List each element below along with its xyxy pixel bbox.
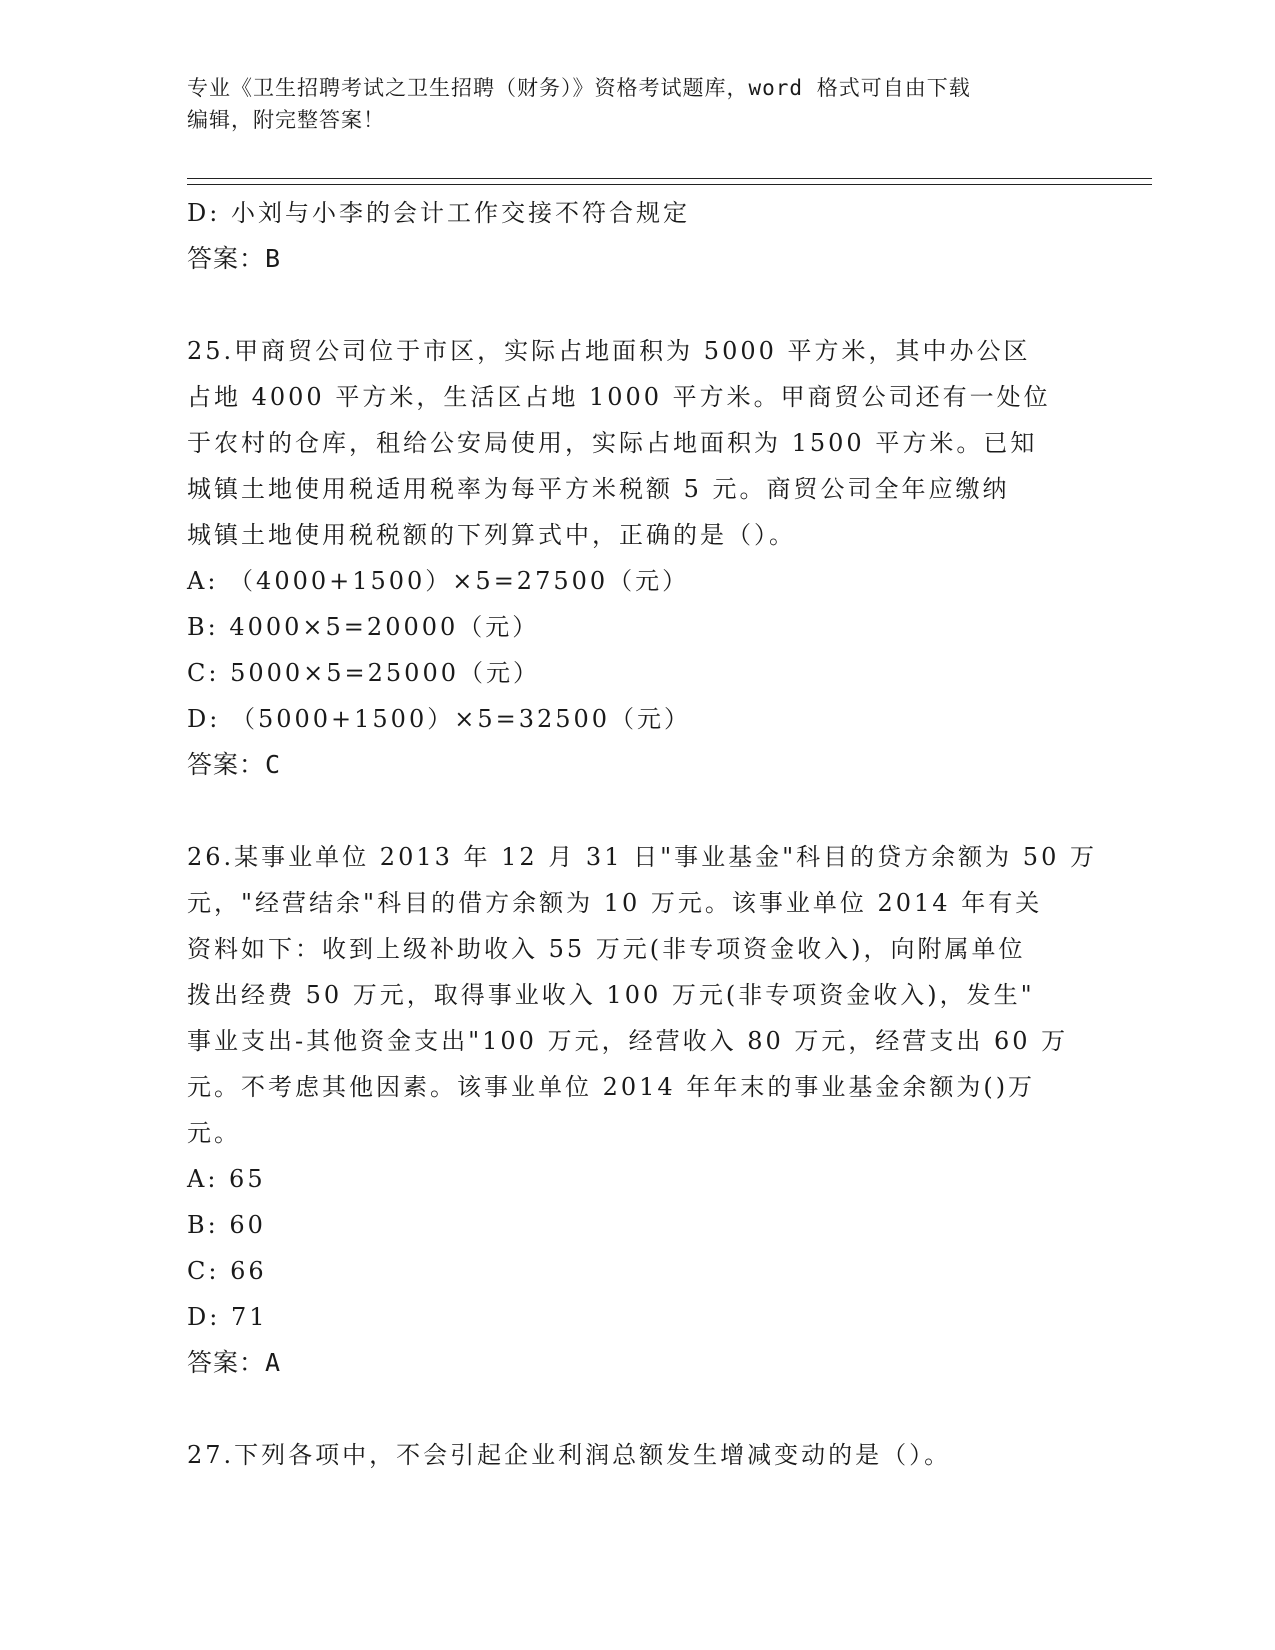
question-stem-line: 元。 xyxy=(187,1119,241,1147)
question-26 xyxy=(187,834,1097,1386)
document-body xyxy=(187,190,1097,1478)
option-d: D: （5000+1500）×5=32500（元） xyxy=(187,705,692,733)
question-stem-line: 城镇土地使用税适用税率为每平方米税额 5 元。商贸公司全年应缴纳 xyxy=(187,475,1010,503)
header-divider-top xyxy=(187,178,1152,179)
answer: 答案：C xyxy=(187,750,282,779)
question-stem-line: 事业支出-其他资金支出"100 万元，经营收入 80 万元，经营支出 60 万 xyxy=(187,1027,1069,1055)
question-stem-line: 25.甲商贸公司位于市区，实际占地面积为 5000 平方米，其中办公区 xyxy=(187,337,1031,365)
question-stem-line: 拨出经费 50 万元，取得事业收入 100 万元(非专项资金收入)，发生" xyxy=(187,981,1035,1009)
question-stem-line: 城镇土地使用税税额的下列算式中，正确的是（）。 xyxy=(187,521,796,549)
prev-option-d: D: 小刘与小李的会计工作交接不符合规定 xyxy=(187,199,690,227)
spacer xyxy=(187,282,1087,328)
question-stem-line: 资料如下：收到上级补助收入 55 万元(非专项资金收入)，向附属单位 xyxy=(187,935,1026,963)
option-a: A: 65 xyxy=(187,1165,266,1193)
header-line: 专业《卫生招聘考试之卫生招聘（财务）》资格考试题库，word 格式可自由下载 xyxy=(187,76,971,100)
option-a: A: （4000+1500）×5=27500（元） xyxy=(187,567,690,595)
spacer xyxy=(187,1386,1087,1432)
option-c: C: 5000×5=25000（元） xyxy=(187,659,540,687)
prev-answer: 答案：B xyxy=(187,244,282,273)
answer: 答案：A xyxy=(187,1348,282,1377)
question-stem-line: 占地 4000 平方米，生活区占地 1000 平方米。甲商贸公司还有一处位 xyxy=(187,383,1051,411)
question-27 xyxy=(187,1432,1087,1478)
question-stem-line: 26.某事业单位 2013 年 12 月 31 日"事业基金"科目的贷方余额为 50 万 xyxy=(187,843,1097,871)
question-stem-line: 于农村的仓库，租给公安局使用，实际占地面积为 1500 平方米。已知 xyxy=(187,429,1038,457)
question-stem-line: 元，"经营结余"科目的借方余额为 10 万元。该事业单位 2014 年有关 xyxy=(187,889,1043,917)
spacer xyxy=(187,788,1087,834)
question-stem-line: 27.下列各项中，不会引起企业利润总额发生增减变动的是（）。 xyxy=(187,1441,952,1469)
option-c: C: 66 xyxy=(187,1257,267,1285)
header-divider-bottom xyxy=(187,184,1152,185)
question-stem-line: 元。不考虑其他因素。该事业单位 2014 年年末的事业基金余额为()万 xyxy=(187,1073,1036,1101)
option-b: B: 4000×5=20000（元） xyxy=(187,613,540,641)
question-25 xyxy=(187,328,1087,788)
option-d: D: 71 xyxy=(187,1303,268,1331)
document-header xyxy=(187,72,1087,136)
option-b: B: 60 xyxy=(187,1211,266,1239)
header-line: 编辑，附完整答案！ xyxy=(187,108,385,132)
